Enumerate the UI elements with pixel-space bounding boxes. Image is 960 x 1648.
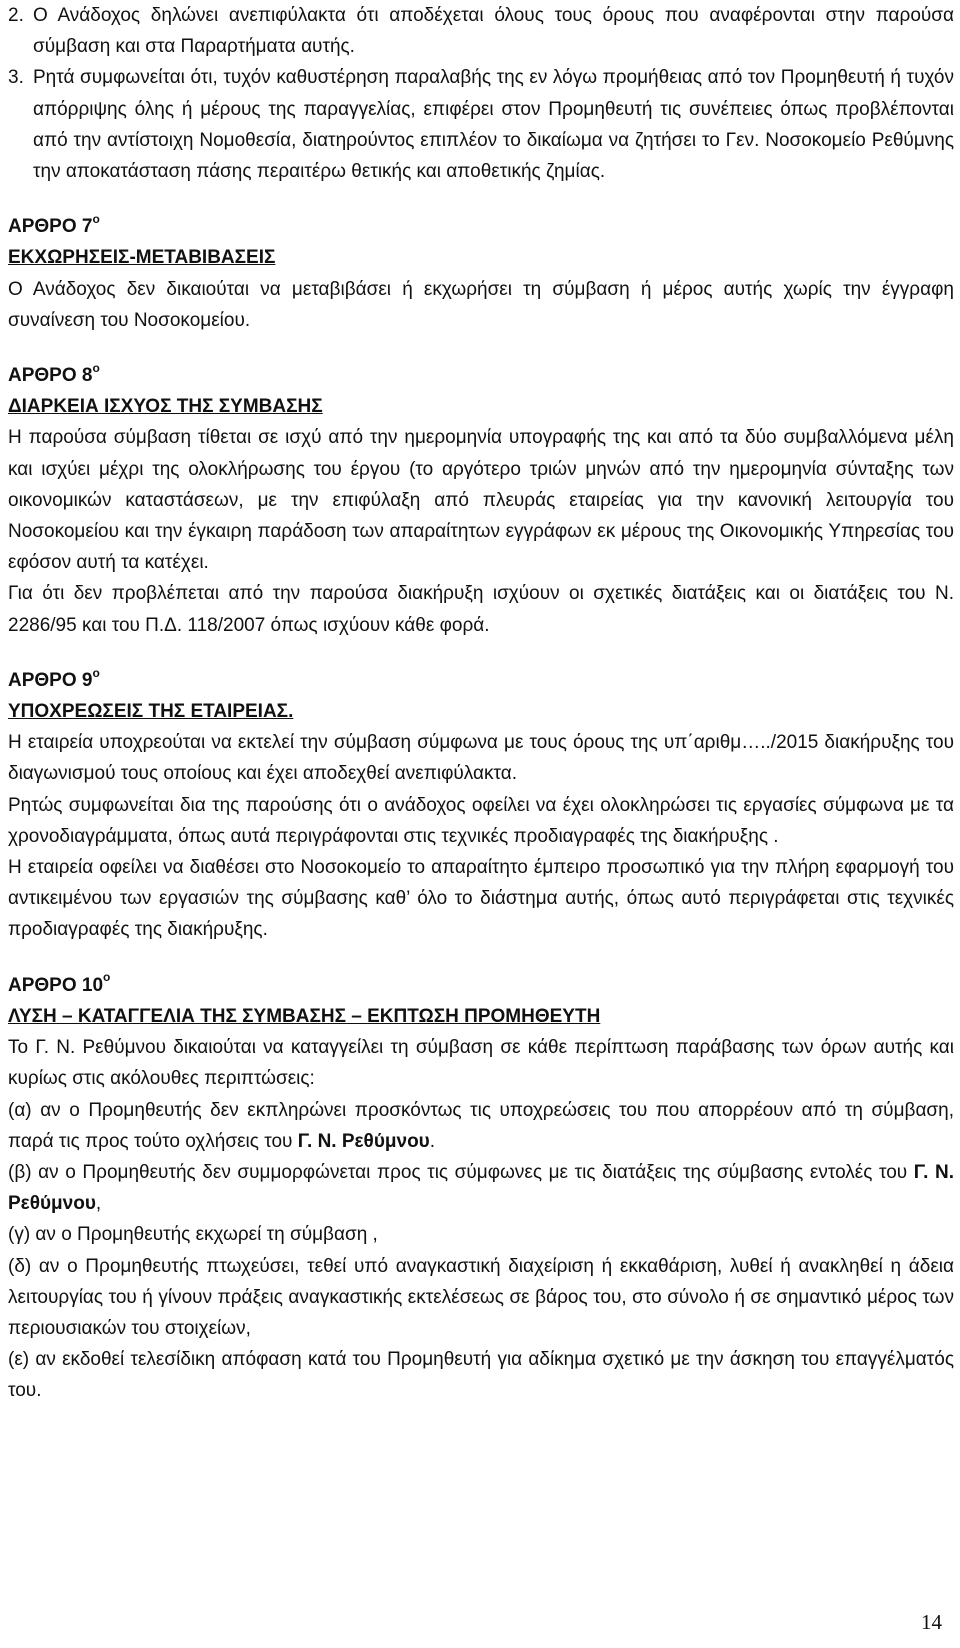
list-text: Ο Ανάδοχος δηλώνει ανεπιφύλακτα ότι αποδέχεται όλους τους όρους που αναφέρονται στην παρούσα σύμβαση και στα Παραρτήματα αυτής. xyxy=(33,5,954,58)
article-10 xyxy=(8,970,954,1407)
paragraph: Για ότι δεν προβλέπεται από την παρούσα διακήρυξη ισχύουν οι σχετικές διατάξεις και οι διατάξεις του Ν. 2286/95 και του Π.Δ. 118/2007 όπως ισχύουν κάθε φορά. xyxy=(8,583,954,636)
list-number: 2. xyxy=(8,5,24,26)
article-subtitle: ΥΠΟΧΡΕΩΣΕΙΣ ΤΗΣ ΕΤΑΙΡΕΙΑΣ. xyxy=(8,701,294,723)
list-item xyxy=(8,62,954,187)
page-number: 14 xyxy=(921,1610,942,1634)
list-item: (β) αν ο Προμηθευτής δεν συμμορφώνεται προς τις σύμφωνες με τις διατάξεις της σύμβασης εντολές του Γ. Ν. Ρεθύμνου, xyxy=(8,1161,955,1215)
list-item: (ε) αν εκδοθεί τελεσίδικη απόφαση κατά του Προμηθευτή για αδίκημα σχετικό με την άσκηση του επαγγέλματός του. xyxy=(8,1349,954,1402)
paragraph: Ρητώς συμφωνείται δια της παρούσης ότι ο ανάδοχος οφείλει να έχει ολοκληρώσει τις εργασίες σύμφωνα με τα χρονοδιαγράμματα, όπως αυτά περιγράφονται στις τεχνικές προδιαγραφές της διακήρυξης . xyxy=(8,794,954,847)
paragraph: Η παρούσα σύμβαση τίθεται σε ισχύ από την ημερομηνία υπογραφής της και από τα δύο συμβαλλόμενα μέλη και ισχύει μέχρι της ολοκλήρωσης του έργου (το αργότερο τριών μηνών από την ημερομηνία σύνταξης των οικονομικών καταστάσεων, με την επιφύλαξη από πλευράς εταιρείας για την κανονική λειτουργία του Νοσοκομείου και την έγκαιρη παράδοση των απαραίτητων εγγράφων εκ μέρους της Οικονομικής Υπηρεσίας του εφόσον αυτή τα κατέχει. xyxy=(8,427,954,574)
article-subtitle: ΕΚΧΩΡΗΣΕΙΣ-ΜΕΤΑΒΙΒΑΣΕΙΣ xyxy=(8,247,276,269)
article-heading: ΑΡΘΡΟ $7^o$ xyxy=(8,211,100,238)
paragraph: Το Γ. Ν. Ρεθύμνου δικαιούται να καταγγείλει τη σύμβαση σε κάθε περίπτωση παράβασης των όρων αυτής και κυρίως στις ακόλουθες περιπτώσεις: xyxy=(8,1037,954,1090)
article-7 xyxy=(8,211,954,336)
paragraph: Η εταιρεία οφείλει να διαθέσει στο Νοσοκομείο το απαραίτητο έμπειρο προσωπικό για την πλήρη εφαρμογή του αντικειμένου των εργασιών της σύμβασης καθ’ όλο το διάστημα αυτής, όπως αυτό περιγράφεται στις τεχνικές προδιαγραφές της διακήρυξης. xyxy=(8,857,954,941)
article-heading: ΑΡΘΡΟ $9^o$ xyxy=(8,665,100,691)
paragraph: Η εταιρεία υποχρεούται να εκτελεί την σύμβαση σύμφωνα με τους όρους της υπ΄αριθμ…../2015 διακήρυξης του διαγωνισμού τους οποίους και έχει αποδεχθεί ανεπιφύλακτα. xyxy=(8,732,954,785)
article-subtitle: ΔΙΑΡΚΕΙΑ ΙΣΧΥΟΣ ΤΗΣ ΣΥΜΒΑΣΗΣ xyxy=(8,396,323,418)
list-item: (α) αν ο Προμηθευτής δεν εκπληρώνει προσκόντως τις υποχρεώσεις του που απορρέουν από τη σύμβαση, παρά τις προς τούτο οχλήσεις του Γ. Ν. Ρεθύμνου. xyxy=(8,1099,954,1152)
document-body xyxy=(8,0,954,1407)
article-9 xyxy=(8,665,954,946)
list-item: (δ) αν ο Προμηθευτής πτωχεύσει, τεθεί υπό αναγκαστική διαχείριση ή εκκαθάριση, λυθεί ή ανακληθεί η άδεια λειτουργίας του ή γίνουν πράξεις αναγκαστικής εκτελέσεως σε βάρος του, στο σύνολο ή σε σημαντικό μέρος των περιουσιακών του στοιχείων, xyxy=(8,1255,954,1339)
article-heading: ΑΡΘΡΟ $10^o$ xyxy=(8,970,111,996)
paragraph: Ο Ανάδοχος δεν δικαιούται να μεταβιβάσει ή εκχωρήσει τη σύμβαση ή μέρος αυτής χωρίς την έγγραφη συναίνεση του Νοσοκομείου. xyxy=(8,278,954,331)
article-subtitle: ΛΥΣΗ – ΚΑΤΑΓΓΕΛΙΑ ΤΗΣ ΣΥΜΒΑΣΗΣ – ΕΚΠΤΩΣΗ ΠΡΟΜΗΘΕΥΤΗ xyxy=(8,1005,601,1027)
list-item: (γ) αν ο Προμηθευτής εκχωρεί τη σύμβαση , xyxy=(8,1224,378,1246)
article-heading: ΑΡΘΡΟ $8^o$ xyxy=(8,360,100,387)
list-text: Ρητά συμφωνείται ότι, τυχόν καθυστέρηση παραλαβής της εν λόγω προμήθειας από τον Προμηθευτή ή τυχόν απόρριψης όλης ή μέρους της παραγγελίας, επιφέρει στον Προμηθευτή τις συνέπειες όπως προβλέπονται από την αντίστοιχη Νομοθεσία, διατηρούντος επιπλέον το δικαίωμα να ζητήσει το Γεν. Νοσοκομείο Ρεθύμνης την αποκατάσταση πάσης περαιτέρω θετικής και αποθετικής ζημίας. xyxy=(33,67,954,183)
article-8 xyxy=(8,360,954,641)
list-number: 3. xyxy=(8,67,24,89)
list-item xyxy=(8,0,954,62)
